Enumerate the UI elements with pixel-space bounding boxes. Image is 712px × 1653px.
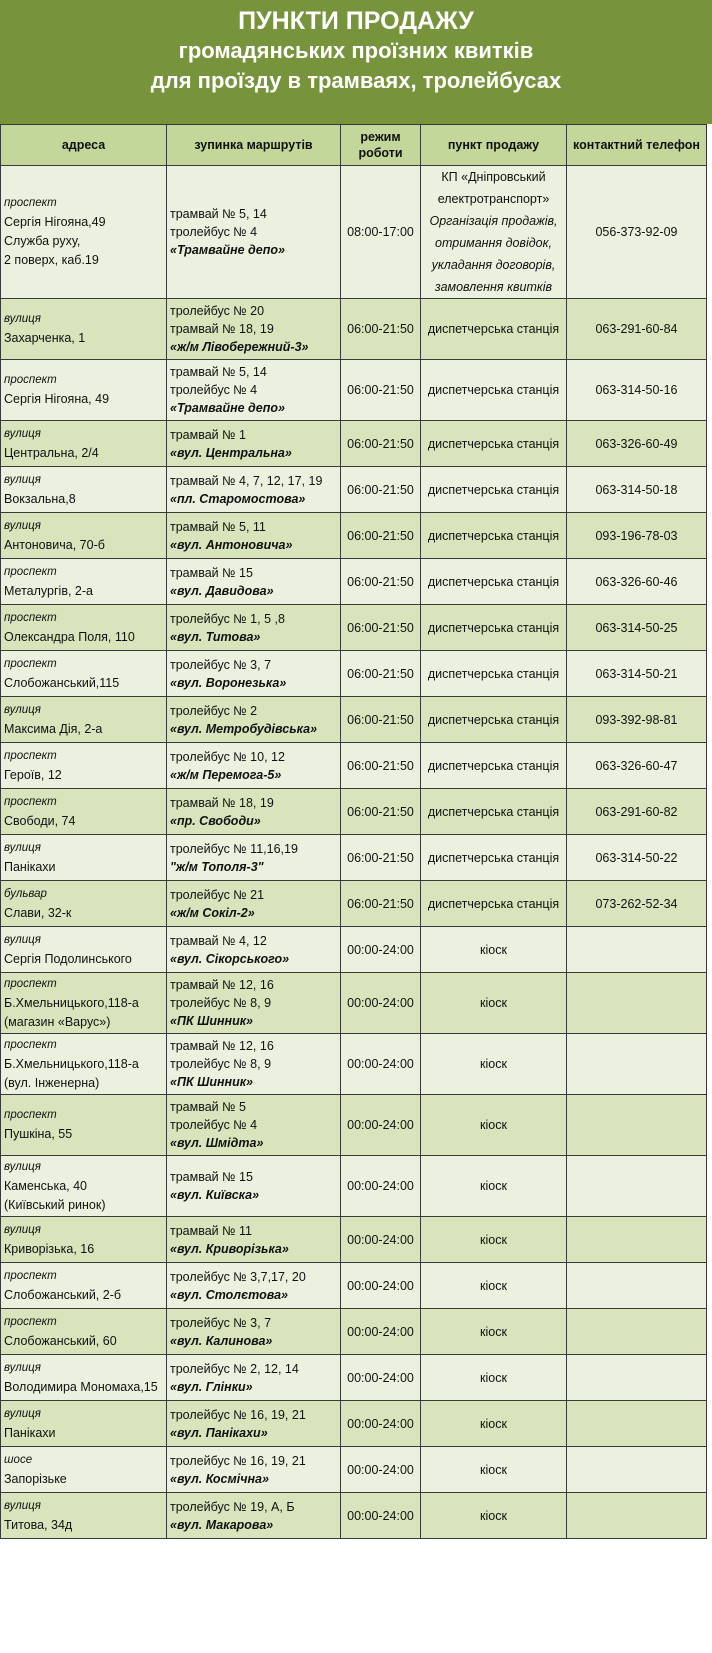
address-cell bbox=[1, 1034, 167, 1095]
route-line: трамвай № 15 bbox=[170, 565, 253, 580]
table-row bbox=[1, 743, 707, 789]
table-header-row bbox=[1, 125, 707, 166]
address-type: проспект bbox=[4, 657, 57, 670]
route-line: тролейбус № 1, 5 ,8 bbox=[170, 611, 285, 626]
route-line: тролейбус № 3, 7 bbox=[170, 1315, 272, 1330]
col-header-point: пункт продажу bbox=[421, 125, 567, 166]
route-line: тролейбус № 19, А, Б bbox=[170, 1499, 295, 1514]
point-cell: диспетчерська станція bbox=[421, 743, 567, 789]
address-line: Сергія Нігояна,49 bbox=[4, 215, 106, 229]
address-type: вулиця bbox=[4, 473, 41, 486]
address-type: проспект bbox=[4, 795, 57, 808]
route-line: трамвай № 12, 16 bbox=[170, 978, 274, 992]
point-cell: кіоск bbox=[421, 1034, 567, 1095]
address-type: вулиця bbox=[4, 1407, 41, 1420]
stop-cell bbox=[167, 1034, 341, 1095]
address-cell bbox=[1, 166, 167, 299]
table-row bbox=[1, 651, 707, 697]
address-cell bbox=[1, 881, 167, 927]
address-line: Свободи, 74 bbox=[4, 813, 76, 828]
stop-name: «ПК Шинник» bbox=[170, 1014, 253, 1028]
stop-cell bbox=[167, 1309, 341, 1355]
address-cell bbox=[1, 1493, 167, 1539]
stop-name: «вул. Київска» bbox=[170, 1188, 260, 1202]
point-cell: кіоск bbox=[421, 1309, 567, 1355]
hours-cell: 00:00-24:00 bbox=[341, 1355, 421, 1401]
address-cell bbox=[1, 1263, 167, 1309]
phone-cell: 093-392-98-81 bbox=[567, 697, 707, 743]
phone-cell: 063-314-50-18 bbox=[567, 467, 707, 513]
table-row bbox=[1, 835, 707, 881]
stop-name: "ж/м Тополя-3" bbox=[170, 859, 264, 874]
address-type: проспект bbox=[4, 611, 57, 624]
stop-cell bbox=[167, 881, 341, 927]
address-line: Антоновича, 70-б bbox=[4, 537, 105, 552]
address-type: проспект bbox=[4, 1315, 57, 1328]
address-type: проспект bbox=[4, 749, 57, 762]
route-line: трамвай № 4, 12 bbox=[170, 933, 267, 948]
point-cell: кіоск bbox=[421, 1217, 567, 1263]
address-cell bbox=[1, 835, 167, 881]
address-type: бульвар bbox=[4, 887, 47, 900]
hours-cell: 00:00-24:00 bbox=[341, 1309, 421, 1355]
route-line: тролейбус № 21 bbox=[170, 887, 265, 902]
hours-cell: 06:00-21:50 bbox=[341, 789, 421, 835]
point-org: електротранспорт» bbox=[437, 192, 550, 206]
point-cell: диспетчерська станція bbox=[421, 789, 567, 835]
address-type: вулиця bbox=[4, 1160, 41, 1173]
hours-cell: 06:00-21:50 bbox=[341, 421, 421, 467]
phone-cell: 063-291-60-82 bbox=[567, 789, 707, 835]
address-line: Панікахи bbox=[4, 859, 56, 874]
stop-cell bbox=[167, 1493, 341, 1539]
address-line: Максима Дія, 2-а bbox=[4, 721, 103, 736]
table-row bbox=[1, 605, 707, 651]
address-line: Панікахи bbox=[4, 1425, 56, 1440]
table-row bbox=[1, 299, 707, 360]
route-line: тролейбус № 16, 19, 21 bbox=[170, 1453, 306, 1468]
route-line: тролейбус № 2, 12, 14 bbox=[170, 1361, 299, 1376]
route-line: трамвай № 11 bbox=[170, 1223, 252, 1238]
hours-cell: 00:00-24:00 bbox=[341, 1447, 421, 1493]
address-cell bbox=[1, 973, 167, 1034]
stop-cell bbox=[167, 299, 341, 360]
point-cell: кіоск bbox=[421, 1263, 567, 1309]
stop-name: «вул. Космічна» bbox=[170, 1471, 269, 1486]
stop-name: «ж/м Лівобережний-3» bbox=[170, 340, 309, 354]
address-line: Олександра Поля, 110 bbox=[4, 629, 135, 644]
stop-name: «вул. Криворізька» bbox=[170, 1241, 289, 1256]
hours-cell: 06:00-21:50 bbox=[341, 360, 421, 421]
stop-name: «ж/м Перемога-5» bbox=[170, 767, 282, 782]
hours-cell: 08:00-17:00 bbox=[341, 166, 421, 299]
table-row bbox=[1, 166, 707, 299]
table-row bbox=[1, 1447, 707, 1493]
route-line: трамвай № 12, 16 bbox=[170, 1039, 274, 1053]
address-cell bbox=[1, 299, 167, 360]
address-cell bbox=[1, 421, 167, 467]
address-type: вулиця bbox=[4, 427, 41, 440]
stop-name: «Трамвайне депо» bbox=[170, 401, 285, 415]
stop-name: «вул. Глінки» bbox=[170, 1379, 253, 1394]
stop-cell bbox=[167, 973, 341, 1034]
col-header-hours: режим роботи bbox=[341, 125, 421, 166]
hours-cell: 06:00-21:50 bbox=[341, 651, 421, 697]
address-line: Запорізьке bbox=[4, 1471, 67, 1486]
stop-cell bbox=[167, 166, 341, 299]
phone-cell: 073-262-52-34 bbox=[567, 881, 707, 927]
phone-cell: 063-314-50-22 bbox=[567, 835, 707, 881]
address-type: проспект bbox=[4, 977, 57, 990]
hours-cell: 00:00-24:00 bbox=[341, 1034, 421, 1095]
col-header-phone: контактний телефон bbox=[567, 125, 707, 166]
hours-cell: 00:00-24:00 bbox=[341, 927, 421, 973]
phone-cell bbox=[567, 1309, 707, 1355]
stop-name: «пр. Свободи» bbox=[170, 813, 261, 828]
stop-name: «вул. Воронезька» bbox=[170, 675, 287, 690]
phone-cell bbox=[567, 1355, 707, 1401]
address-cell bbox=[1, 743, 167, 789]
stop-name: «вул. Макарова» bbox=[170, 1517, 274, 1532]
hours-cell: 06:00-21:50 bbox=[341, 605, 421, 651]
hours-cell: 00:00-24:00 bbox=[341, 973, 421, 1034]
phone-cell: 063-314-50-21 bbox=[567, 651, 707, 697]
address-line: (магазин «Варус») bbox=[4, 1014, 111, 1029]
route-line: тролейбус № 3, 7 bbox=[170, 657, 272, 672]
address-cell bbox=[1, 1447, 167, 1493]
stop-cell bbox=[167, 605, 341, 651]
address-cell bbox=[1, 651, 167, 697]
page-title: ПУНКТИ ПРОДАЖУ bbox=[238, 7, 474, 35]
sales-points-table bbox=[0, 124, 707, 1539]
page-subtitle-1: громадянських проїзних квитків bbox=[178, 38, 534, 63]
phone-cell: 063-314-50-16 bbox=[567, 360, 707, 421]
address-cell bbox=[1, 1309, 167, 1355]
route-line: тролейбус № 11,16,19 bbox=[170, 841, 298, 856]
stop-cell bbox=[167, 1401, 341, 1447]
address-type: вулиця bbox=[4, 1223, 41, 1236]
address-line: Пушкіна, 55 bbox=[4, 1127, 73, 1141]
address-type: проспект bbox=[4, 1109, 57, 1121]
hours-cell: 06:00-21:50 bbox=[341, 299, 421, 360]
point-cell: диспетчерська станція bbox=[421, 467, 567, 513]
hours-cell: 06:00-21:50 bbox=[341, 467, 421, 513]
point-cell: кіоск bbox=[421, 1493, 567, 1539]
stop-cell bbox=[167, 927, 341, 973]
point-cell: диспетчерська станція bbox=[421, 559, 567, 605]
point-cell: диспетчерська станція bbox=[421, 835, 567, 881]
point-org: КП «Дніпровський bbox=[441, 170, 546, 184]
address-line: Вокзальна,8 bbox=[4, 491, 76, 506]
table-row bbox=[1, 927, 707, 973]
phone-cell: 063-326-60-49 bbox=[567, 421, 707, 467]
address-line: Б.Хмельницького,118-а bbox=[4, 995, 139, 1010]
col-header-stop: зупинка маршрутів bbox=[167, 125, 341, 166]
stop-cell bbox=[167, 467, 341, 513]
hours-cell: 00:00-24:00 bbox=[341, 1263, 421, 1309]
address-cell bbox=[1, 1355, 167, 1401]
point-cell: диспетчерська станція bbox=[421, 605, 567, 651]
address-line: Служба руху, bbox=[4, 234, 81, 248]
route-line: трамвай № 18, 19 bbox=[170, 322, 274, 336]
phone-cell: 056-373-92-09 bbox=[567, 166, 707, 299]
phone-cell: 063-326-60-47 bbox=[567, 743, 707, 789]
point-cell: кіоск bbox=[421, 1095, 567, 1156]
address-type: проспект bbox=[4, 565, 57, 578]
phone-cell bbox=[567, 1401, 707, 1447]
stop-cell bbox=[167, 360, 341, 421]
route-line: трамвай № 5, 14 bbox=[170, 207, 267, 221]
table-row bbox=[1, 467, 707, 513]
route-line: тролейбус № 20 bbox=[170, 304, 265, 318]
stop-name: «вул. Калинова» bbox=[170, 1333, 273, 1348]
phone-cell bbox=[567, 927, 707, 973]
stop-name: «вул. Давидова» bbox=[170, 583, 274, 598]
table-row bbox=[1, 360, 707, 421]
route-line: тролейбус № 4 bbox=[170, 1118, 258, 1132]
address-type: шосе bbox=[4, 1453, 33, 1466]
address-line: Слобожанський, 60 bbox=[4, 1333, 117, 1348]
address-cell bbox=[1, 1401, 167, 1447]
stop-name: «вул. Столєтова» bbox=[170, 1287, 288, 1302]
phone-cell bbox=[567, 1156, 707, 1217]
phone-cell bbox=[567, 1034, 707, 1095]
table-row bbox=[1, 1309, 707, 1355]
stop-name: «вул. Сікорського» bbox=[170, 951, 290, 966]
stop-name: «вул. Шмідта» bbox=[170, 1136, 264, 1150]
stop-name: «вул. Центральна» bbox=[170, 445, 292, 460]
address-line: Б.Хмельницького,118-а bbox=[4, 1056, 139, 1071]
hours-cell: 06:00-21:50 bbox=[341, 697, 421, 743]
table-row bbox=[1, 1034, 707, 1095]
phone-cell bbox=[567, 1217, 707, 1263]
address-line: Криворізька, 16 bbox=[4, 1241, 95, 1256]
table-row bbox=[1, 789, 707, 835]
stop-cell bbox=[167, 1447, 341, 1493]
route-line: тролейбус № 3,7,17, 20 bbox=[170, 1269, 306, 1284]
table-row bbox=[1, 1095, 707, 1156]
route-line: тролейбус № 2 bbox=[170, 703, 258, 718]
stop-name: «пл. Старомостова» bbox=[170, 491, 306, 506]
stop-cell bbox=[167, 1217, 341, 1263]
address-type: проспект bbox=[4, 1038, 57, 1051]
hours-cell: 06:00-21:50 bbox=[341, 835, 421, 881]
table-row bbox=[1, 697, 707, 743]
stop-cell bbox=[167, 421, 341, 467]
address-cell bbox=[1, 605, 167, 651]
stop-cell bbox=[167, 743, 341, 789]
stop-cell bbox=[167, 789, 341, 835]
address-type: проспект bbox=[4, 374, 57, 386]
table-row bbox=[1, 881, 707, 927]
point-cell: диспетчерська станція bbox=[421, 651, 567, 697]
table-row bbox=[1, 1263, 707, 1309]
stop-cell bbox=[167, 513, 341, 559]
stop-name: «Трамвайне депо» bbox=[170, 243, 285, 257]
stop-cell bbox=[167, 835, 341, 881]
address-type: вулиця bbox=[4, 841, 41, 854]
address-line: Слобожанський,115 bbox=[4, 675, 120, 690]
address-cell bbox=[1, 1095, 167, 1156]
address-line: Каменська, 40 bbox=[4, 1178, 87, 1193]
hours-cell: 00:00-24:00 bbox=[341, 1401, 421, 1447]
table-row bbox=[1, 559, 707, 605]
stop-cell bbox=[167, 651, 341, 697]
phone-cell: 063-314-50-25 bbox=[567, 605, 707, 651]
address-line: 2 поверх, каб.19 bbox=[4, 253, 99, 267]
point-cell: кіоск bbox=[421, 927, 567, 973]
stop-name: «ж/м Сокіл-2» bbox=[170, 905, 255, 920]
hours-cell: 06:00-21:50 bbox=[341, 881, 421, 927]
point-cell: кіоск bbox=[421, 1401, 567, 1447]
phone-cell bbox=[567, 1095, 707, 1156]
point-cell: диспетчерська станція bbox=[421, 881, 567, 927]
table-row bbox=[1, 1401, 707, 1447]
address-line: Сергія Нігояна, 49 bbox=[4, 392, 110, 406]
hours-cell: 00:00-24:00 bbox=[341, 1156, 421, 1217]
phone-cell: 063-326-60-46 bbox=[567, 559, 707, 605]
table-row bbox=[1, 1156, 707, 1217]
point-cell: диспетчерська станція bbox=[421, 360, 567, 421]
address-line: Героїв, 12 bbox=[4, 767, 62, 782]
address-type: вулиця bbox=[4, 703, 41, 716]
address-cell bbox=[1, 513, 167, 559]
address-cell bbox=[1, 927, 167, 973]
route-line: трамвай № 1 bbox=[170, 427, 246, 442]
route-line: трамвай № 18, 19 bbox=[170, 795, 274, 810]
address-type: вулиця bbox=[4, 1361, 41, 1374]
route-line: тролейбус № 4 bbox=[170, 225, 258, 239]
address-line: Слави, 32-к bbox=[4, 905, 72, 920]
route-line: трамвай № 4, 7, 12, 17, 19 bbox=[170, 473, 323, 488]
address-type: проспект bbox=[4, 1269, 57, 1282]
table-row bbox=[1, 513, 707, 559]
address-line: Металургів, 2-а bbox=[4, 583, 93, 598]
address-type: вулиця bbox=[4, 1499, 41, 1512]
address-line: Титова, 34д bbox=[4, 1517, 73, 1532]
address-cell bbox=[1, 360, 167, 421]
address-cell bbox=[1, 467, 167, 513]
route-line: трамвай № 5, 11 bbox=[170, 519, 266, 534]
address-type: вулиця bbox=[4, 313, 41, 325]
address-line: (вул. Інженерна) bbox=[4, 1075, 100, 1090]
hours-cell: 00:00-24:00 bbox=[341, 1095, 421, 1156]
point-cell: диспетчерська станція bbox=[421, 299, 567, 360]
stop-name: «вул. Метробудівська» bbox=[170, 721, 318, 736]
stop-name: «вул. Панікахи» bbox=[170, 1425, 268, 1440]
route-line: тролейбус № 10, 12 bbox=[170, 749, 285, 764]
stop-cell bbox=[167, 559, 341, 605]
address-cell bbox=[1, 1156, 167, 1217]
phone-cell bbox=[567, 1447, 707, 1493]
phone-cell: 093-196-78-03 bbox=[567, 513, 707, 559]
point-cell bbox=[421, 166, 567, 299]
address-cell bbox=[1, 789, 167, 835]
address-cell bbox=[1, 697, 167, 743]
stop-cell bbox=[167, 1263, 341, 1309]
address-type: вулиця bbox=[4, 933, 41, 946]
hours-cell: 00:00-24:00 bbox=[341, 1493, 421, 1539]
page-subtitle-2: для проїзду в трамваях, тролейбусах bbox=[150, 68, 562, 93]
point-cell: кіоск bbox=[421, 973, 567, 1034]
address-line: (Київський ринок) bbox=[4, 1197, 106, 1212]
address-line: Захарченка, 1 bbox=[4, 331, 86, 345]
phone-cell bbox=[567, 973, 707, 1034]
address-type: вулиця bbox=[4, 519, 41, 532]
phone-cell bbox=[567, 1263, 707, 1309]
table-row bbox=[1, 1493, 707, 1539]
stop-name: «вул. Антоновича» bbox=[170, 537, 293, 552]
address-type: проспект bbox=[4, 197, 57, 209]
route-line: трамвай № 15 bbox=[170, 1170, 253, 1184]
route-line: тролейбус № 4 bbox=[170, 383, 258, 397]
address-cell bbox=[1, 559, 167, 605]
col-header-address: адреса bbox=[1, 125, 167, 166]
point-cell: кіоск bbox=[421, 1355, 567, 1401]
route-line: трамвай № 5 bbox=[170, 1100, 246, 1114]
title-banner bbox=[0, 0, 712, 124]
route-line: тролейбус № 8, 9 bbox=[170, 1057, 272, 1071]
hours-cell: 06:00-21:50 bbox=[341, 743, 421, 789]
hours-cell: 00:00-24:00 bbox=[341, 1217, 421, 1263]
phone-cell: 063-291-60-84 bbox=[567, 299, 707, 360]
phone-cell bbox=[567, 1493, 707, 1539]
stop-cell bbox=[167, 1355, 341, 1401]
stop-cell bbox=[167, 697, 341, 743]
point-cell: диспетчерська станція bbox=[421, 697, 567, 743]
address-line: Володимира Мономаха,15 bbox=[4, 1379, 158, 1394]
route-line: тролейбус № 16, 19, 21 bbox=[170, 1407, 306, 1422]
table-row bbox=[1, 1217, 707, 1263]
stop-name: «вул. Титова» bbox=[170, 629, 261, 644]
stop-cell bbox=[167, 1095, 341, 1156]
point-cell: диспетчерська станція bbox=[421, 513, 567, 559]
point-cell: кіоск bbox=[421, 1156, 567, 1217]
address-line: Слобожанський, 2-б bbox=[4, 1287, 122, 1302]
point-description: Організація продажів, отримання довідок, укладання договорів, замовлення квитків bbox=[429, 214, 558, 294]
table-row bbox=[1, 421, 707, 467]
stop-name: «ПК Шинник» bbox=[170, 1075, 253, 1089]
table-body bbox=[1, 166, 707, 1539]
point-cell: диспетчерська станція bbox=[421, 421, 567, 467]
route-line: трамвай № 5, 14 bbox=[170, 365, 267, 379]
address-cell bbox=[1, 1217, 167, 1263]
address-line: Центральна, 2/4 bbox=[4, 445, 99, 460]
table-row bbox=[1, 1355, 707, 1401]
hours-cell: 06:00-21:50 bbox=[341, 559, 421, 605]
table-row bbox=[1, 973, 707, 1034]
address-line: Сергія Подолинського bbox=[4, 951, 132, 966]
point-cell: кіоск bbox=[421, 1447, 567, 1493]
stop-cell bbox=[167, 1156, 341, 1217]
hours-cell: 06:00-21:50 bbox=[341, 513, 421, 559]
route-line: тролейбус № 8, 9 bbox=[170, 996, 272, 1010]
